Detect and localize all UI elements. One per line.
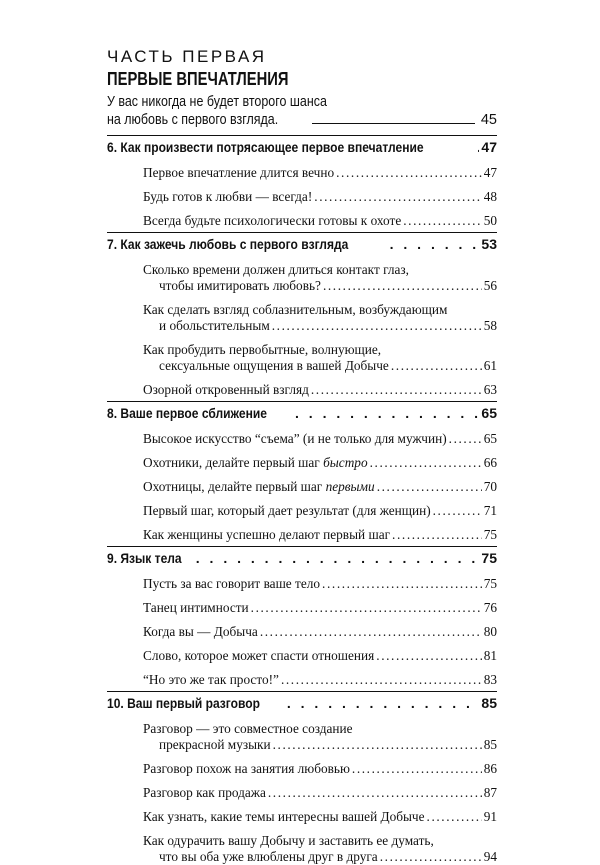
entry-row	[107, 189, 497, 205]
chapter-page-number: 53	[481, 236, 497, 252]
entry-row	[107, 648, 497, 664]
entry-page-number: 87	[483, 785, 497, 800]
entry-row	[107, 479, 497, 495]
chapter-title: 9. Язык тела	[107, 550, 182, 566]
entry-title: Будь готов к любви — всегда!	[143, 189, 313, 204]
toc-entry[interactable]	[107, 342, 497, 374]
entry-spacer	[107, 374, 497, 382]
entry-title: Охотники, делайте первый шаг быстро	[143, 455, 368, 470]
toc-entry[interactable]	[107, 479, 497, 495]
entry-spacer	[107, 519, 497, 527]
entry-spacer	[107, 664, 497, 672]
entry-spacer	[107, 334, 497, 342]
chapter-title: 8. Ваше первое сближение	[107, 405, 267, 421]
entry-page-number: 76	[483, 600, 497, 615]
dot-leader	[392, 527, 482, 543]
entry-spacer	[107, 294, 497, 302]
entry-spacer	[107, 753, 497, 761]
chapter-heading[interactable]	[107, 692, 497, 715]
chapter-page-number: 75	[481, 550, 497, 566]
entry-title-line: Как пробудить первобытные, волнующие,	[143, 342, 382, 357]
toc-page	[107, 40, 497, 865]
toc-entry[interactable]	[107, 721, 497, 753]
dot-leader	[390, 233, 480, 256]
entry-page-number: 63	[483, 382, 497, 397]
entry-row	[107, 600, 497, 616]
dot-leader	[376, 648, 481, 664]
entry-spacer	[107, 447, 497, 455]
entry-spacer	[107, 471, 497, 479]
entry-title: “Но это же так просто!”	[143, 672, 279, 687]
entry-title-line: Сколько времени должен длиться контакт глаз,	[143, 262, 409, 277]
entry-row	[107, 624, 497, 640]
entry-title: Первое впечатление длится вечно	[143, 165, 335, 180]
entry-row	[107, 785, 497, 801]
entry-page-number: 71	[483, 503, 497, 518]
entry-page-number: 94	[483, 849, 497, 864]
toc-entry[interactable]	[107, 262, 497, 294]
dot-leader	[281, 672, 482, 688]
dot-leader	[272, 318, 482, 334]
dot-leader	[196, 547, 480, 570]
entry-row	[107, 761, 497, 777]
chapter-heading[interactable]	[107, 402, 497, 425]
entry-row	[107, 455, 497, 471]
chapter-page-number: 65	[481, 405, 497, 421]
entry-spacer	[107, 825, 497, 833]
dot-leader	[377, 479, 482, 495]
entry-title-line: Как одурачить вашу Добычу и заставить ее думать,	[143, 833, 434, 848]
dot-leader	[352, 761, 482, 777]
intro-page-number: 45	[480, 112, 497, 128]
entry-title: чтобы имитировать любовь?	[159, 278, 321, 293]
entry-emphasis: быстро	[323, 455, 368, 470]
entry-spacer	[107, 616, 497, 624]
toc-entry[interactable]	[107, 189, 497, 205]
toc-entry[interactable]	[107, 761, 497, 777]
toc-entry[interactable]	[107, 527, 497, 543]
chapter-heading[interactable]	[107, 547, 497, 570]
chapter-page-number: 85	[481, 695, 497, 711]
entry-page-number: 81	[483, 648, 497, 663]
entry-spacer	[107, 640, 497, 648]
toc-entry[interactable]	[107, 431, 497, 447]
entry-row	[107, 809, 497, 825]
entry-title-line: Разговор — это совместное создание	[143, 721, 353, 736]
toc-entry[interactable]	[107, 503, 497, 519]
entry-row	[107, 849, 497, 865]
entry-row	[107, 318, 497, 334]
entry-row	[107, 358, 497, 374]
dot-leader	[260, 624, 482, 640]
entry-title: Разговор похож на занятия любовью	[143, 761, 350, 776]
chapter-title: 6. Как произвести потрясающее первое впечатление	[107, 139, 424, 155]
entry-title: Слово, которое может спасти отношения	[143, 648, 375, 663]
entry-title: Пусть за вас говорит ваше тело	[143, 576, 321, 591]
entry-title: Разговор как продажа	[143, 785, 266, 800]
entry-page-number: 85	[483, 737, 497, 752]
part-title: ПЕРВЫЕ ВПЕЧАТЛЕНИЯ	[107, 69, 289, 89]
entry-page-number: 65	[483, 431, 497, 446]
dot-leader	[287, 692, 480, 715]
entry-spacer	[107, 592, 497, 600]
entry-spacer	[107, 777, 497, 785]
entry-title: сексуальные ощущения в вашей Добыче	[159, 358, 389, 373]
dot-leader	[391, 358, 482, 374]
toc-entry[interactable]	[107, 165, 497, 181]
dot-leader	[427, 809, 482, 825]
intro-entry[interactable]	[107, 111, 497, 130]
toc-entry[interactable]	[107, 382, 497, 398]
toc-entry[interactable]	[107, 576, 497, 592]
dot-leader	[314, 189, 481, 205]
toc-entry[interactable]	[107, 600, 497, 616]
dot-leader	[322, 576, 482, 592]
entry-emphasis: первыми	[325, 479, 375, 494]
toc-entry[interactable]	[107, 624, 497, 640]
entry-row	[107, 382, 497, 398]
entry-page-number: 91	[483, 809, 497, 824]
dot-leader	[336, 165, 482, 181]
entry-page-number: 83	[483, 672, 497, 687]
entry-row	[107, 213, 497, 229]
entry-page-number: 75	[483, 576, 497, 591]
toc-entry[interactable]	[107, 455, 497, 471]
part-label: ЧАСТЬ ПЕРВАЯ	[107, 47, 267, 66]
entry-row	[107, 527, 497, 543]
entry-page-number: 48	[483, 189, 497, 204]
dot-leader	[311, 382, 482, 398]
entry-page-number: 47	[483, 165, 497, 180]
entry-title: прекрасной музыки	[159, 737, 271, 752]
entry-title: Как женщины успешно делают первый шаг	[143, 527, 391, 542]
entry-spacer	[107, 801, 497, 809]
toc-entry[interactable]	[107, 302, 497, 334]
dot-leader	[449, 431, 482, 447]
entry-spacer	[107, 205, 497, 213]
toc-entry[interactable]	[107, 648, 497, 664]
entry-row	[107, 576, 497, 592]
entry-title: Озорной откровенный взгляд	[143, 382, 309, 397]
entry-row	[107, 737, 497, 753]
intro-line-1: У вас никогда не будет второго шанса	[107, 94, 327, 110]
intro-line-2: на любовь с первого взгляда.	[107, 112, 279, 128]
entry-row	[107, 165, 497, 181]
toc-entry[interactable]	[107, 213, 497, 229]
chapter-heading[interactable]	[107, 136, 497, 159]
dot-leader	[268, 785, 482, 801]
entry-title: Первый шаг, который дает результат (для женщин)	[143, 503, 431, 518]
dot-leader	[273, 737, 482, 753]
entry-page-number: 70	[483, 479, 497, 494]
entry-page-number: 56	[483, 278, 497, 293]
dot-leader	[433, 503, 482, 519]
dot-leader	[323, 278, 482, 294]
entry-row	[107, 672, 497, 688]
entry-page-number: 80	[483, 624, 497, 639]
entry-title: Как узнать, какие темы интересны вашей Добыче	[143, 809, 425, 824]
entry-title: Когда вы — Добыча	[143, 624, 258, 639]
entry-spacer	[107, 181, 497, 189]
entry-page-number: 86	[483, 761, 497, 776]
entry-row	[107, 431, 497, 447]
entry-row	[107, 278, 497, 294]
dot-leader	[477, 136, 479, 159]
dot-leader	[251, 600, 482, 616]
entry-title: Охотницы, делайте первый шаг первыми	[143, 479, 375, 494]
entry-page-number: 61	[483, 358, 497, 373]
toc-entry[interactable]	[107, 833, 497, 865]
entry-title: и обольстительным	[159, 318, 270, 333]
chapter-title: 7. Как зажечь любовь с первого взгляда	[107, 236, 349, 252]
entry-page-number: 66	[483, 455, 497, 470]
chapter-list	[107, 135, 497, 865]
part-intro	[107, 93, 497, 130]
entry-spacer	[107, 495, 497, 503]
toc-entry[interactable]	[107, 785, 497, 801]
chapter-heading[interactable]	[107, 233, 497, 256]
chapter-page-number: 47	[481, 139, 497, 155]
entry-title: Танец интимности	[143, 600, 249, 615]
entry-title: Всегда будьте психологически готовы к охоте	[143, 213, 402, 228]
entry-title: что вы оба уже влюблены друг в друга	[159, 849, 378, 864]
entry-page-number: 58	[483, 318, 497, 333]
entry-title-line: Как сделать взгляд соблазнительным, возбуждающим	[143, 302, 448, 317]
dot-leader	[380, 849, 482, 865]
entry-title: Высокое искусство “съема” (и не только для мужчин)	[143, 431, 447, 446]
entry-page-number: 75	[483, 527, 497, 542]
entry-row	[107, 503, 497, 519]
toc-entry[interactable]	[107, 809, 497, 825]
dot-leader	[403, 213, 481, 229]
chapter-title: 10. Ваш первый разговор	[107, 695, 260, 711]
dot-leader	[370, 455, 482, 471]
intro-leader-line	[312, 123, 475, 124]
toc-entry[interactable]	[107, 672, 497, 688]
dot-leader	[295, 402, 479, 425]
entry-page-number: 50	[483, 213, 497, 228]
